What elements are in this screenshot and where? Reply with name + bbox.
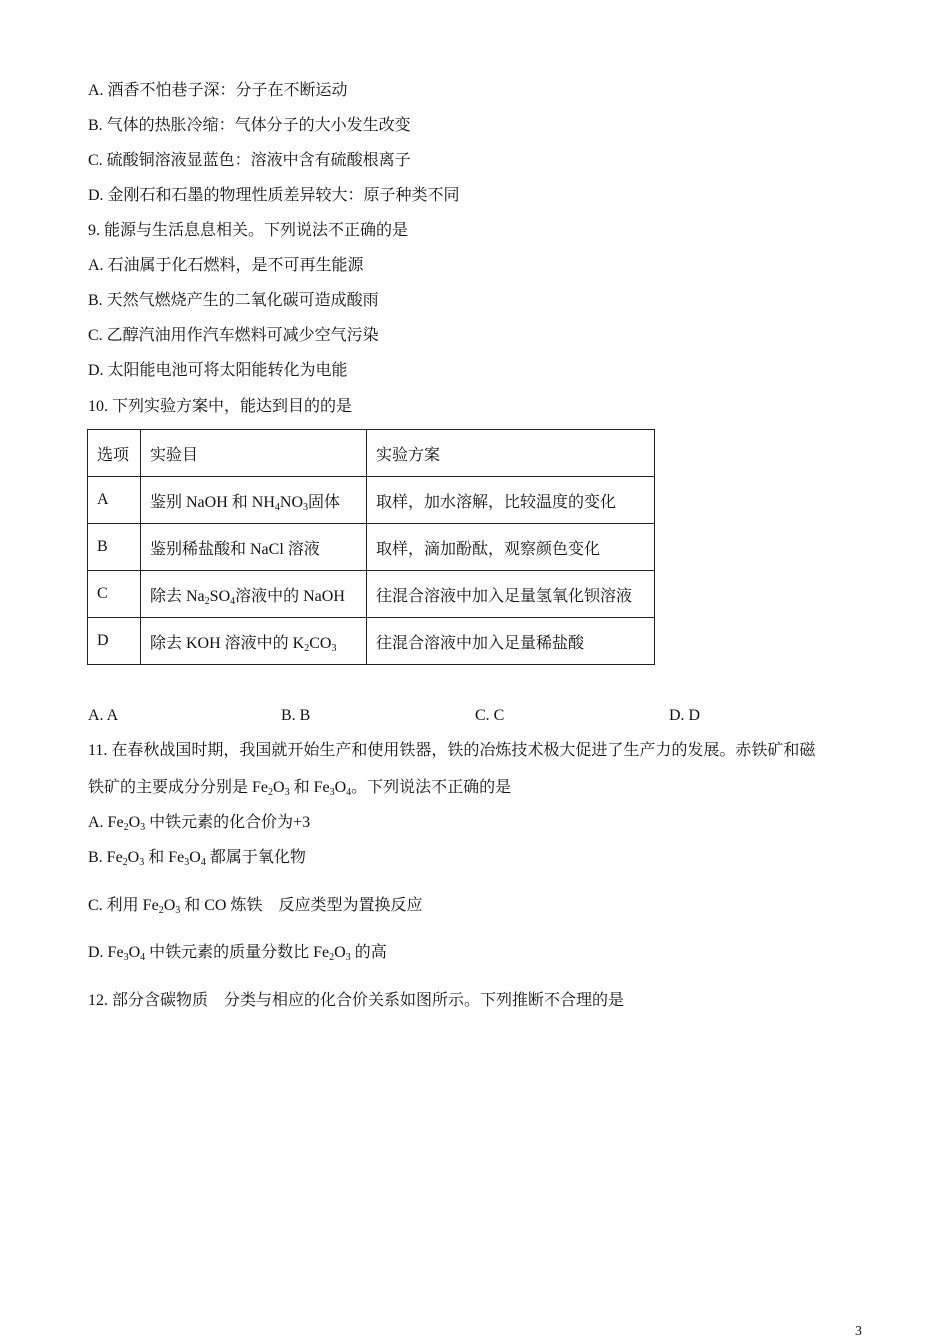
row-plan: 往混合溶液中加入足量氢氧化钡溶液 <box>367 571 655 618</box>
row-option: D <box>88 618 141 665</box>
q9-option-a: A. 石油属于化石燃料，是不可再生能源 <box>88 257 364 274</box>
row-goal: 除去 KOH 溶液中的 $K_2CO_3$ <box>141 618 367 665</box>
header-option: 选项 <box>88 430 141 477</box>
q10-answer-a: A. A <box>88 707 119 724</box>
table-row <box>88 477 655 524</box>
q11-stem-line1: 11. 在春秋战国时期，我国就开始生产和使用铁器，铁的冶炼技术极大促进了生产力的发展。赤铁矿和磁 <box>88 742 816 759</box>
row-option: B <box>88 524 141 571</box>
table-row <box>88 618 655 665</box>
q10-answer-b: B. B <box>281 707 311 724</box>
table-row <box>88 524 655 571</box>
q8-option-c: C. 硫酸铜溶液显蓝色：溶液中含有硫酸根离子 <box>88 152 411 169</box>
row-plan: 往混合溶液中加入足量稀盐酸 <box>367 618 655 665</box>
table-row <box>88 571 655 618</box>
q8-option-a: A. 酒香不怕巷子深：分子在不断运动 <box>88 82 348 99</box>
q8-option-b: B. 气体的热胀冷缩：气体分子的大小发生改变 <box>88 117 411 134</box>
header-plan: 实验方案 <box>367 430 655 477</box>
q11-option-d: D. $Fe_3O_4$ 中铁元素的质量分数比 $Fe_2O_3$ 的高 <box>88 944 387 963</box>
row-goal: 除去 $Na_2SO_4$溶液中的 NaOH <box>141 571 367 618</box>
q10-answer-d: D. D <box>669 707 701 724</box>
row-goal: 鉴别 NaOH 和 $NH_4NO_3$固体 <box>141 477 367 524</box>
q9-option-b: B. 天然气燃烧产生的二氧化碳可造成酸雨 <box>88 292 379 309</box>
row-goal: 鉴别稀盐酸和 NaCl 溶液 <box>141 524 367 571</box>
q11-option-c: C. 利用 $Fe_2O_3$ 和 CO 炼铁 反应类型为置换反应 <box>88 897 423 916</box>
row-option: A <box>88 477 141 524</box>
row-plan: 取样，加水溶解，比较温度的变化 <box>367 477 655 524</box>
row-option: C <box>88 571 141 618</box>
q11-option-b: B. $Fe_2O_3$ 和 $Fe_3O_4$ 都属于氧化物 <box>88 849 306 868</box>
header-goal: 实验目 <box>141 430 367 477</box>
q9-stem: 9. 能源与生活息息相关。下列说法不正确的是 <box>88 222 409 239</box>
q9-option-c: C. 乙醇汽油用作汽车燃料可减少空气污染 <box>88 327 379 344</box>
q11-stem-line2: 铁矿的主要成分分别是 $Fe_2O_3$ 和 $Fe_3O_4$。下列说法不正确的是 <box>88 779 512 798</box>
q10-stem: 10. 下列实验方案中，能达到目的的是 <box>88 398 353 415</box>
q9-option-d: D. 太阳能电池可将太阳能转化为电能 <box>88 362 348 379</box>
q10-answer-c: C. C <box>475 707 505 724</box>
table-header-row <box>88 430 655 477</box>
q12-stem: 12. 部分含碳物质 分类与相应的化合价关系如图所示。下列推断不合理的是 <box>88 992 625 1009</box>
page-number: 3 <box>855 1324 862 1339</box>
q11-option-a: A. $Fe_2O_3$ 中铁元素的化合价为+3 <box>88 814 311 833</box>
q8-option-d: D. 金刚石和石墨的物理性质差异较大：原子种类不同 <box>88 187 460 204</box>
experiment-table <box>87 429 655 665</box>
row-plan: 取样，滴加酚酞，观察颜色变化 <box>367 524 655 571</box>
